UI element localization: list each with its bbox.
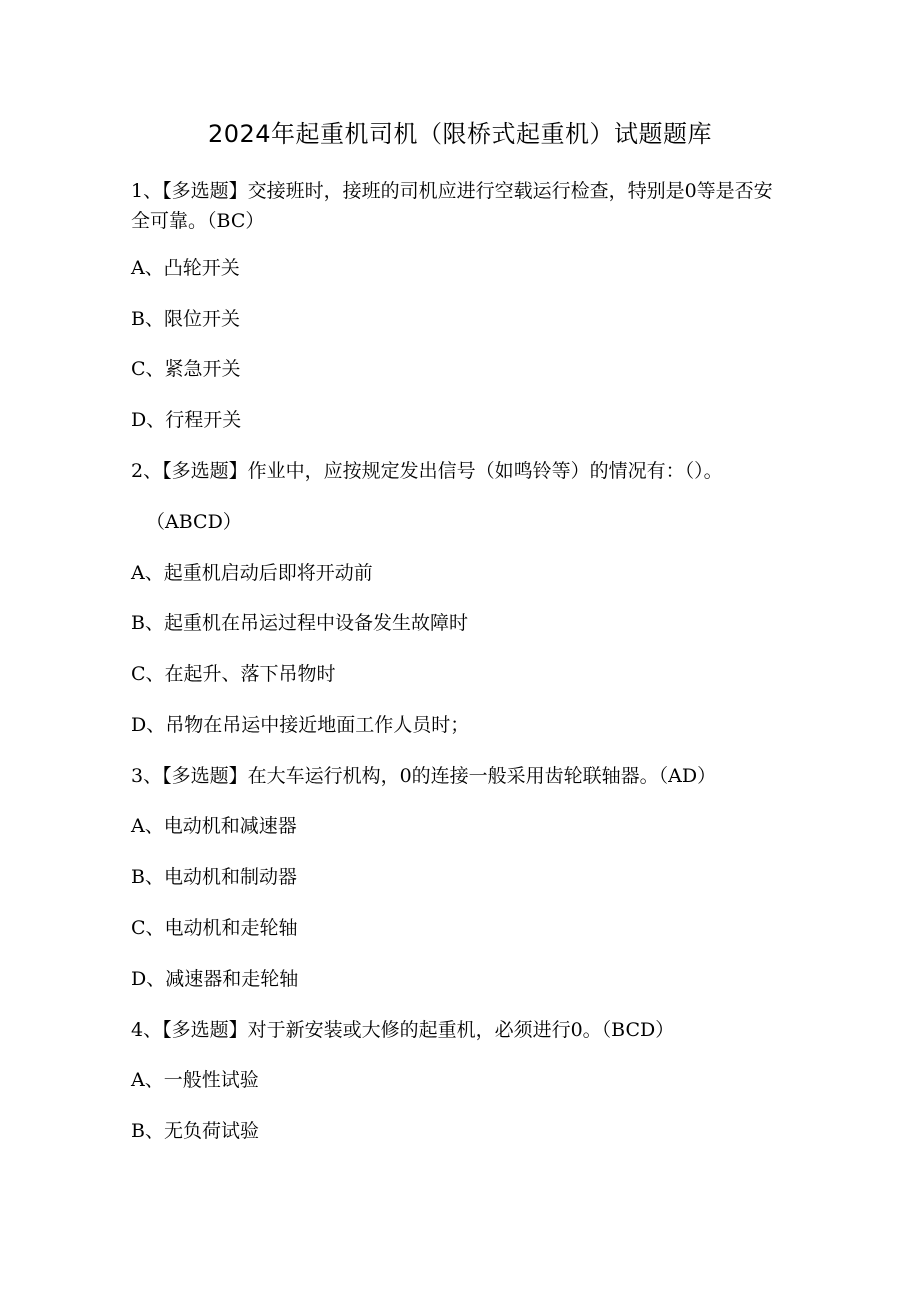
question-2-answer: （ABCD） (146, 511, 242, 533)
question-1-option-c: C、紧急开关 (131, 358, 241, 380)
question-3-option-a: A、电动机和减速器 (131, 815, 297, 837)
question-2-option-b: B、起重机在吊运过程中设备发生故障时 (131, 612, 468, 634)
question-3-option-c: C、电动机和走轮轴 (131, 917, 298, 939)
question-2-option-c: C、在起升、落下吊物时 (131, 663, 336, 685)
question-1-option-a: A、凸轮开关 (131, 257, 240, 279)
question-2-stem: 2、【多选题】作业中，应按规定发出信号（如鸣铃等）的情况有：（）。 (131, 460, 723, 482)
question-4-option-a: A、一般性试验 (131, 1069, 259, 1091)
question-3-option-d: D、减速器和走轮轴 (131, 968, 299, 990)
question-4-stem: 4、【多选题】对于新安装或大修的起重机，必须进行0。（BCD） (131, 1019, 675, 1041)
question-2-option-d: D、吊物在吊运中接近地面工作人员时； (131, 714, 470, 736)
question-3-stem: 3、【多选题】在大车运行机构，0的连接一般采用齿轮联轴器。（AD） (131, 765, 717, 787)
question-2-option-a: A、起重机启动后即将开动前 (131, 562, 373, 584)
document-title: 2024年起重机司机（限桥式起重机）试题题库 (207, 120, 713, 148)
question-3-option-b: B、电动机和制动器 (131, 866, 297, 888)
question-1-stem: 1、【多选题】交接班时，接班的司机应进行空载运行检查，特别是0等是否安全可靠。（BC） (131, 180, 773, 232)
question-1-option-b: B、限位开关 (131, 308, 240, 330)
question-1-option-d: D、行程开关 (131, 409, 242, 431)
question-4-option-b: B、无负荷试验 (131, 1120, 259, 1142)
